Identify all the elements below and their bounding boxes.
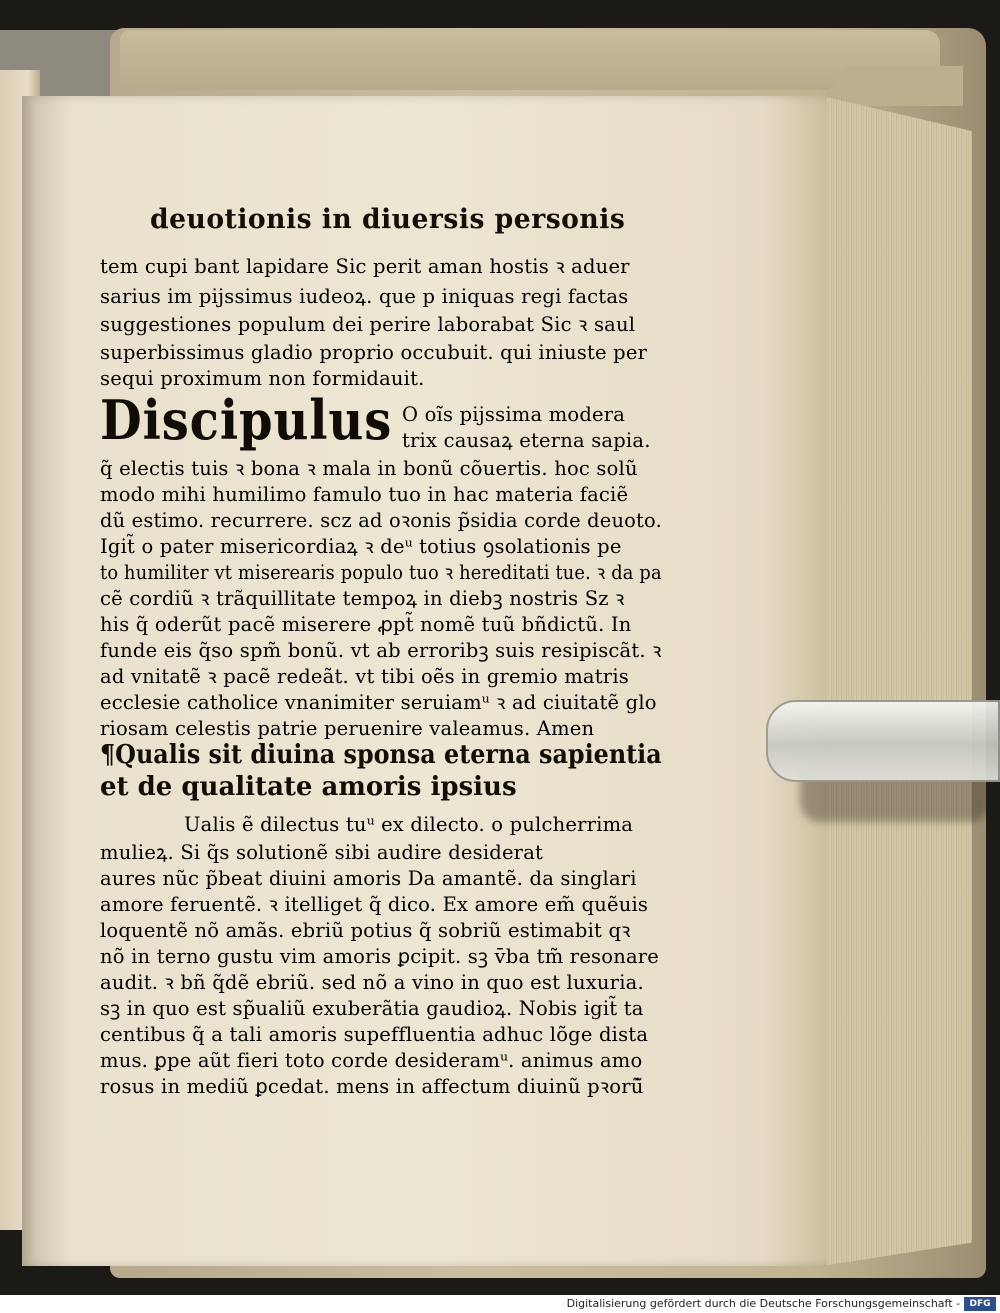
text-line: centibus q̃ a tali amoris supeffluentia adhuc lõge dista bbox=[100, 1023, 649, 1046]
text-line: modo mihi humilimo famulo tuo in hac materia faciẽ bbox=[100, 483, 629, 506]
dfg-credit: Digitalisierung gefördert durch die Deutsche Forschungsgemeinschaft - bbox=[566, 1297, 960, 1310]
text-line: audit. ꝛ bñ q̃dẽ ebriũ. sed nõ a vino in quo est luxuria. bbox=[100, 971, 644, 994]
text-line: loquentẽ nõ amãs. ebriũ potius q̃ sobriũ estimabit qꝛ bbox=[100, 919, 631, 942]
text-line: trix causaꝝ eterna sapia. bbox=[402, 429, 651, 452]
discipulus-heading: Discipulus bbox=[100, 388, 393, 452]
text-line: sequi proximum non formidauit. bbox=[100, 367, 425, 390]
text-line: superbissimus gladio proprio occubuit. qui iniuste per bbox=[100, 341, 648, 364]
text-line: amore feruentẽ. ꝛ itelliget q̃ dico. Ex amore em̃ quẽuis bbox=[100, 893, 649, 916]
text-line: riosam celestis patrie peruenire valeamus. Amen bbox=[100, 717, 595, 740]
text-line: tem cupi bant lapidare Sic perit aman hostis ꝛ aduer bbox=[100, 255, 630, 278]
text-line: O oĩs pijssima modera bbox=[402, 403, 626, 426]
text-line: his q̃ oderũt pacẽ miserere ꝓpt̃ nomẽ tuũ bñdictũ. In bbox=[100, 613, 632, 636]
running-head: deuotionis in diuersis personis bbox=[150, 204, 626, 235]
book-cover-top bbox=[120, 30, 940, 90]
footer-bar bbox=[0, 1295, 1000, 1313]
text-line: suggestiones populum dei perire laborabat Sic ꝛ saul bbox=[100, 313, 636, 336]
text-line: Ualis ẽ dilectus tuᵘ ex dilecto. o pulcherrima bbox=[184, 813, 634, 836]
text-line: cẽ cordiũ ꝛ trãquillitate tempoꝝ in diebꝫ nostris Sz ꝛ bbox=[100, 587, 625, 610]
text-line: nõ in terno gustu vim amoris ꝑcipit. sꝫ v̄ba tm̃ resonare bbox=[100, 945, 660, 968]
text-line: mus. ꝑpe aũt fieri toto corde desideramᵘ. animus amo bbox=[100, 1049, 643, 1072]
text-line: ad vnitatẽ ꝛ pacẽ redeãt. vt tibi oẽs in gremio matris bbox=[100, 665, 629, 688]
glass-page-clip bbox=[766, 700, 1000, 782]
text-line: sarius im pijssimus iudeoꝝ. que p iniquas regi factas bbox=[100, 285, 629, 308]
text-line: mulieꝝ. Si q̃s solutionẽ sibi audire desiderat bbox=[100, 841, 544, 864]
page-edges bbox=[822, 96, 972, 1266]
text-line: dũ estimo. recurrere. scz ad oꝛonis p̃sidia corde deuoto. bbox=[100, 509, 662, 532]
text-line: sꝫ in quo est sp̃ualiũ exuberãtia gaudioꝝ. Nobis igit̃ ta bbox=[100, 997, 644, 1020]
dfg-logo: DFG bbox=[964, 1297, 996, 1311]
section-heading-line: et de qualitate amoris ipsius bbox=[100, 772, 517, 802]
text-line: q̃ electis tuis ꝛ bona ꝛ mala in bonũ cõuertis. hoc solũ bbox=[100, 457, 638, 480]
text-line: ecclesie catholice vnanimiter seruiamᵘ ꝛ ad ciuitatẽ glo bbox=[100, 691, 657, 714]
text-line: Igit̃ o pater misericordiaꝝ ꝛ deᵘ totius ꝯsolationis pe bbox=[100, 535, 622, 558]
text-line: aures nũc p̃beat diuini amoris Da amantẽ. da singlari bbox=[100, 867, 637, 890]
text-line: funde eis q̃so spm̃ bonũ. vt ab erroribꝫ suis resipiscãt. ꝛ bbox=[100, 639, 662, 662]
text-line: to humiliter vt miserearis populo tuo ꝛ hereditati tue. ꝛ da pa bbox=[100, 561, 662, 584]
section-heading-line: ¶Qualis sit diuina sponsa eterna sapientia bbox=[100, 740, 662, 770]
text-line: rosus in mediũ ꝑcedat. mens in affectum diuinũ pꝛorũ̃ bbox=[100, 1075, 644, 1098]
